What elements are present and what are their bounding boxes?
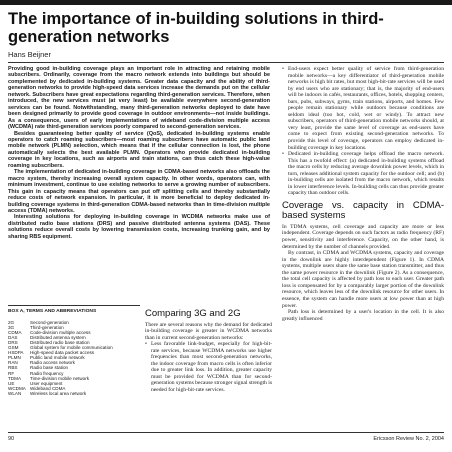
body-paragraph: By contrast, in CDMA and WCDMA systems, capacity and coverage in the downlink are highly interdependent (Figure 1). In CDMA systems, multiple users share the same base station transmitter, and thus the same power resource in the downlink (Figure 2). As a consequence, the total cell capacity is affected by path loss to each user. Greater path loss is compensated for by a comparably larger portion of the downlink resource, which leaves less of the downlink resource for other users. In essence, the system can handle more users at low power than at high power. bbox=[282, 250, 444, 309]
abbreviation: GSM bbox=[8, 345, 19, 351]
definition: Public land mobile network bbox=[30, 355, 85, 361]
definition: Radio frequency bbox=[30, 370, 64, 376]
definition: Radio base station bbox=[30, 365, 69, 371]
middle-column bbox=[145, 309, 272, 394]
lead-paragraph: Interesting solutions for deploying in-building coverage in WCDMA networks make use of distributed radio base stations (DRS) and passive distributed antenna systems (DAS). These solutions reduce overall costs by lowering transmission costs, increasing trunking gain, and by sharing RBS equipment. bbox=[8, 214, 270, 240]
definition: Third-generation bbox=[30, 325, 64, 331]
abbreviation: 3G bbox=[8, 325, 15, 331]
definition: Distributed antenna system bbox=[30, 335, 86, 341]
body-paragraph: Path loss is determined by a user's location in the cell. It is also greatly influenced bbox=[282, 309, 444, 322]
section-heading: Comparing 3G and 2G bbox=[145, 308, 241, 319]
lead-paragraph: Providing good in-building coverage plays an important role in attracting and retaining mobile subscribers. Ordinarily, coverage from the macro network extends into buildings but should be complemented by dedicated in-building systems. Greater data capacity and the ability of third-generation networks to provide high-speed data services increase the demands put on the cellular network. Subscribers have great expectations regarding third-generation services. Therefore, when introduced, the new services must (at very least) be available everywhere second-generation services can be found. Notwithstanding, many third-generation networks deployed to date have been designed primarily to provide good coverage in outdoor environments—not inside buildings. As a consequence, users of early implementations of wideband code-division multiple access (WCDMA) rate third-generation services poorly compared to second-generation services. bbox=[8, 66, 270, 131]
body-paragraph: In TDMA systems, cell coverage and capacity are more or less independent. Coverage depends on such factors as radio frequency (RF) power, sensitivity and interference. Capacity, on the other hand, is determined by the number of channels provided. bbox=[282, 223, 444, 250]
abbreviation: HSDPA bbox=[8, 350, 24, 356]
abbreviation: DRS bbox=[8, 340, 18, 346]
footer-divider bbox=[8, 432, 444, 433]
section-heading: Coverage vs. capacity in CDMA-based systems bbox=[282, 199, 444, 222]
definition: High-speed data packet access bbox=[30, 350, 95, 356]
list-item: • Less favorable link-budget, especially for high-bit-rate services, because WCDMA networks use higher frequencies than most second-generation networks, the indoor coverage from macro cells is often inferior due to greater link loss. In addition, greater capacity must be provided for WCDMA than for second-generation systems because stronger signal strength is needed for high-bit-rate services. bbox=[145, 341, 272, 393]
abbreviation: DAS bbox=[8, 335, 18, 341]
definition: Distributed radio base station bbox=[30, 340, 90, 346]
definition: User equipment bbox=[30, 380, 63, 386]
right-column bbox=[282, 66, 444, 322]
benefits-list bbox=[282, 66, 444, 197]
definition: Global system for mobile communication bbox=[30, 345, 113, 351]
abbreviation: TDMA bbox=[8, 375, 22, 381]
list-item: • Dedicated in-building coverage helps offload the macro network. This has a twofold effect: (a) dedicated in-building systems offload the macro cells by reducing average downlink power levels, which in turn, releases additional system capacity for the outdoor cell; and (b) in-building cells are isolated from the macro network, which results in lower interference levels. In-building cells can thus provide greater capacity than outdoor cells. bbox=[282, 151, 444, 197]
definition: Wideband CDMA bbox=[30, 385, 66, 391]
abbreviation: RF bbox=[8, 370, 15, 376]
list-item: • End-users expect better quality of service from third-generation mobile networks—a key differentiator of third-generation mobile networks is high bit rates, but most high-bit-rate services will be used by end users who are stationary; that is, the majority of end-users will be indoors in cafés, restaurants, offices, hotels, shopping centers, bars, pubs, subways, gyms, train stations, airports, and homes. Few people remain stationary while outdoors because conditions are seldom ideal (too hot, cold, wet or windy). To attract new subscribers, operators of third-generation mobile networks should, at very least, provide the same level of coverage as end-users have come to expect from existing second-generation networks. To provide this level of coverage, operators can employ dedicated in-building coverage in key locations. bbox=[282, 66, 444, 151]
definition: Wireless local area network bbox=[30, 390, 87, 396]
lead-paragraph: Besides guaranteeing better quality of service (QoS), dedicated in-building systems enable operators to catch roaming subscribers—most roaming subscribers have automatic public land mobile network (PLMN) selection, which means that if the cellular connection is lost, the phone automatically selects the best available PLMN. Operators who provide dedicated in-building coverage in key locations, such as airports and train stations, can thus catch these high-value roaming subscribers. bbox=[8, 130, 270, 169]
abbreviations-box bbox=[8, 309, 140, 396]
definition: Second-generation bbox=[30, 320, 69, 326]
definition: Time-division mobile network bbox=[30, 375, 90, 381]
journal-reference: Ericsson Review No. 2, 2004 bbox=[373, 436, 444, 442]
author-name: Hans Beijner bbox=[8, 50, 51, 59]
top-rule bbox=[0, 0, 452, 5]
abbreviation: PLMN bbox=[8, 355, 21, 361]
lead-paragraph: The implementation of dedicated in-building coverage in CDMA-based networks also offloads the macro system, thereby increasing overall system capacity. In other words, operators can, with minimum investment, continue to use existing networks to serve a growing number of subscribers. This gain in capacity means that operators can put off splitting cells and thereby substantially reduce costs of network expansion. In particular, it is more beneficial to deploy dedicated in-building coverage systems in third-generation CDMA-based networks than in time-division multiple access (TDMA) networks. bbox=[8, 169, 270, 214]
abbreviation: UE bbox=[8, 380, 15, 386]
abbreviation: WCDMA bbox=[8, 385, 26, 391]
box-divider bbox=[8, 305, 140, 306]
abbreviation: RAN bbox=[8, 360, 18, 366]
abbreviation: RBS bbox=[8, 365, 18, 371]
author-divider bbox=[8, 62, 444, 63]
article-title: The importance of in-building solutions in third-generation networks bbox=[8, 10, 384, 46]
page-number: 90 bbox=[8, 436, 15, 442]
abbreviation: 2G bbox=[8, 320, 15, 326]
abbreviation-row bbox=[8, 391, 140, 396]
abbreviation: CDMA bbox=[8, 330, 22, 336]
abbreviations-title: BOX A, TERMS AND ABBREVIATIONS bbox=[8, 309, 97, 314]
abbreviation: WLAN bbox=[8, 390, 22, 396]
lead-section bbox=[8, 66, 270, 240]
definition: Code-division multiple access bbox=[30, 330, 91, 336]
definition: Radio access network bbox=[30, 360, 75, 366]
reasons-list bbox=[145, 341, 272, 393]
body-paragraph: There are several reasons why the demand for dedicated in-building coverage is greater in WCDMA networks than in current second-generation networks: bbox=[145, 321, 272, 341]
